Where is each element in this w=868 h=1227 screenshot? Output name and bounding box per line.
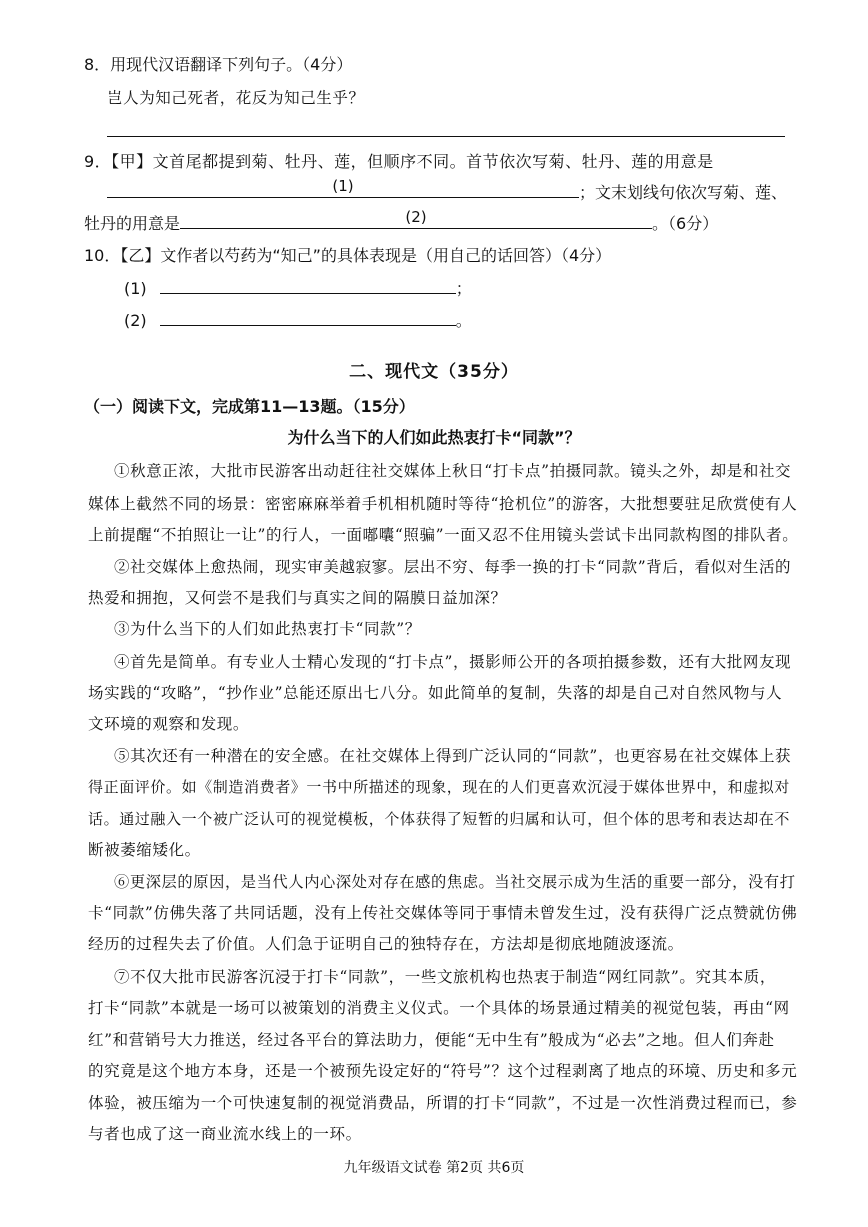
section-heading: 二、现代文（35分） [349, 362, 519, 382]
answer-line-10-1 [160, 279, 456, 294]
passage-instructions: （一）阅读下文，完成第11—13题。（15分） [84, 397, 415, 416]
article-line: 热爱和拥抱，又何尝不是我们与真实之间的隔膜日益加深？ [88, 589, 507, 607]
question-9-line2 [107, 177, 788, 203]
item-1-end: ； [455, 279, 472, 298]
article-title: 为什么当下的人们如此热衷打卡“同款”？ [287, 428, 581, 447]
answer-line-q8 [107, 136, 785, 137]
article-line: 卡“同款”仿佛失落了共同话题，没有上传社交媒体等同于事情未曾发生过，没有获得广泛点赞就仿佛 [88, 904, 798, 922]
article-line: ⑦不仅大批市民游客沉浸于打卡“同款”，一些文旅机构也热衷于制造“网红同款”。究其本质， [114, 968, 776, 986]
question-9-line3-head: 牡丹的用意是 [84, 214, 181, 233]
article-line: 话。通过融入一个被广泛认可的视觉模板，个体获得了短暂的归属和认可，但个体的思考和表达却在不 [88, 810, 791, 828]
question-9-stem: 9．【甲】文首尾都提到菊、牡丹、莲，但顺序不同。首节依次写菊、牡丹、莲的用意是 [84, 152, 714, 171]
article-line: 与者也成了这一商业流水线上的一环。 [88, 1125, 362, 1143]
item-2-label: (2) [124, 311, 147, 330]
answer-blank-2 [180, 208, 652, 229]
article-line: ①秋意正浓，大批市民游客出动赶往社交媒体上秋日“打卡点”拍摄同款。镜头之外，却是和社交 [114, 462, 792, 480]
article-line: ⑥更深层的原因，是当代人内心深处对存在感的焦虑。当社交展示成为生活的重要一部分，没有打 [114, 873, 796, 891]
question-10-item-2 [124, 311, 472, 331]
article-line: 红”和营销号大力推送，经过各平台的算法助力，便能“无中生有”般成为“必去”之地。但人们奔赴 [88, 1031, 775, 1049]
question-8-sentence: 岂人为知己死者，花反为知己生乎？ [107, 89, 365, 107]
article-line: 的究竟是这个地方本身，还是一个被预先设定好的“符号”？这个过程剥离了地点的环境、历史和多元 [88, 1062, 798, 1080]
article-line: 打卡“同款”本就是一场可以被策划的消费主义仪式。一个具体的场景通过精美的视觉包装，再由“网 [88, 999, 790, 1017]
article-line: ②社交媒体上愈热闹，现实审美越寂寥。层出不穷、每季一换的打卡“同款”背后，看似对生活的 [114, 558, 792, 576]
question-8-stem: 8．用现代汉语翻译下列句子。（4分） [84, 55, 353, 74]
blank-2-mark: (2) [405, 208, 427, 226]
question-9-line3-tail: 。（6分） [652, 214, 719, 233]
article-line: ③为什么当下的人们如此热衷打卡“同款”？ [114, 620, 421, 638]
page-footer: 九年级语文试卷 第2页 共6页 [343, 1160, 525, 1176]
blank-1-mark: (1) [332, 177, 354, 195]
article-line: 上前提醒“不拍照让一让”的行人，一面嘟囔“照骗”一面又忍不住用镜头尝试卡出同款构图的排队者。 [88, 526, 799, 544]
item-1-label: (1) [124, 279, 147, 298]
article-line: 文环境的观察和发现。 [88, 715, 250, 733]
article-line: 断被萎缩矮化。 [88, 841, 201, 859]
article-line: ④首先是简单。有专业人士精心发现的“打卡点”，摄影师公开的各项拍摄参数，还有大批网友现 [114, 653, 792, 671]
answer-blank-1 [107, 177, 579, 198]
article-line: 经历的过程失去了价值。人们急于证明自己的独特存在，方法却是彻底地随波逐流。 [88, 935, 684, 953]
article-line: 得正面评价。如《制造消费者》一书中所描述的现象，现在的人们更喜欢沉浸于媒体世界中，和虚拟对 [88, 778, 791, 796]
article-line: 体验，被压缩为一个可快速复制的视觉消费品，所谓的打卡“同款”，不过是一次性消费过程而已，参 [88, 1094, 798, 1112]
question-9-line2-tail: ；文末划线句依次写菊、莲、 [579, 183, 788, 202]
article-line: ⑤其次还有一种潜在的安全感。在社交媒体上得到广泛认同的“同款”，也更容易在社交媒体上获 [114, 747, 792, 765]
question-9-line3 [84, 208, 719, 234]
question-10-item-1 [124, 279, 472, 299]
item-2-end: 。 [455, 311, 472, 330]
article-line: 媒体上截然不同的场景：密密麻麻举着手机相机随时等待“抢机位”的游客，大批想要驻足欣赏使有人 [88, 495, 798, 513]
article-line: 场实践的“攻略”，“抄作业”总能还原出七八分。如此简单的复制，失落的却是自己对自然风物与人 [88, 684, 783, 702]
question-10-stem: 10．【乙】文作者以芍药为“知己”的具体表现是（用自己的话回答）（4分） [84, 246, 612, 265]
answer-line-10-2 [160, 311, 456, 326]
